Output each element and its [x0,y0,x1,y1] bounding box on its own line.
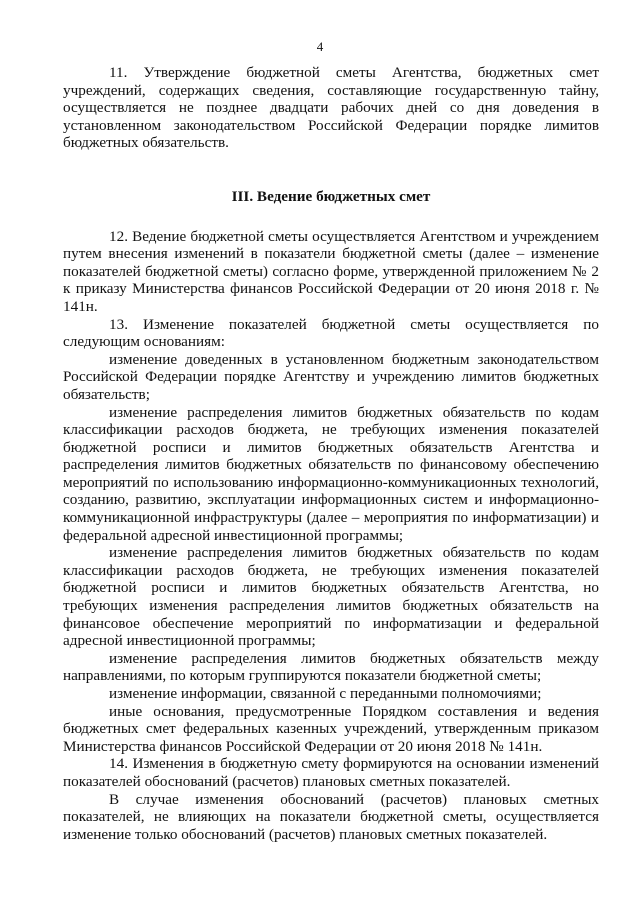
section-heading: III. Ведение бюджетных смет [231,187,431,205]
paragraph-14-continued: В случае изменения обоснований (расчетов) плановых сметных показателей, не влияющих на показатели бюджетной сметы, осуществляется изменение только обоснований (расчетов) плановых сметных показателей. [63,790,599,843]
paragraph-12: 12. Ведение бюджетной сметы осуществляется Агентством и учреждением путем внесения изменений в показатели бюджетной сметы (далее – изменение показателей бюджетной сметы) согласно форме, утвержденной приложением № 2 к приказу Министерства финансов Российской Федерации от 20 июня 2018 г. № 141н. [63,227,599,315]
paragraph-11: 11. Утверждение бюджетной сметы Агентства, бюджетных смет учреждений, содержащих сведения, составляющие государственную тайну, осуществляется не позднее двадцати рабочих дней со дня доведения в установленном законодательством Российской Федерации порядке лимитов бюджетных обязательств. [63,64,599,152]
list-item-ground-3: изменение распределения лимитов бюджетных обязательств по кодам классификации расходов бюджета, не требующих изменения показателей бюджетной росписи и лимитов бюджетных обязательств Агентства, но требующих изменения распределения лимитов бюджетных обязательств на финансовое обеспечение мероприятий по информатизации и федеральной адресной инвестиционной программы; [63,544,599,650]
list-item-ground-6: иные основания, предусмотренные Порядком составления и ведения бюджетных смет федеральных казенных учреждений, утвержденным приказом Министерства финансов Российской Федерации от 20 июня 2018 № 141н. [63,702,599,755]
list-item-ground-1: изменение доведенных в установленном бюджетным законодательством Российской Федерации порядке Агентству и учреждению лимитов бюджетных обязательств; [63,350,599,403]
page-number: 4 [316,39,324,54]
list-item-ground-5: изменение информации, связанной с переданными полномочиями; [109,685,542,702]
list-item-ground-2: изменение распределения лимитов бюджетных обязательств по кодам классификации расходов бюджета, не требующих изменения показателей бюджетной росписи и лимитов бюджетных обязательств Агентства и распределения лимитов бюджетных обязательств по финансовому обеспечению мероприятий по использованию информационно-коммуникационных технологий, созданию, развитию, эксплуатации информационных систем и информационно-коммуникационной инфраструктуры (далее – мероприятия по информатизации) и федеральной адресной инвестиционной программы; [63,403,599,544]
paragraph-14: 14. Изменения в бюджетную смету формируются на основании изменений показателей обоснований (расчетов) плановых сметных показателей. [63,755,599,790]
list-item-ground-4: изменение распределения лимитов бюджетных обязательств между направлениями, по которым группируются показатели бюджетной сметы; [63,649,599,685]
paragraph-13: 13. Изменение показателей бюджетной сметы осуществляется по следующим основаниям: [63,315,599,351]
document-body [63,64,599,843]
